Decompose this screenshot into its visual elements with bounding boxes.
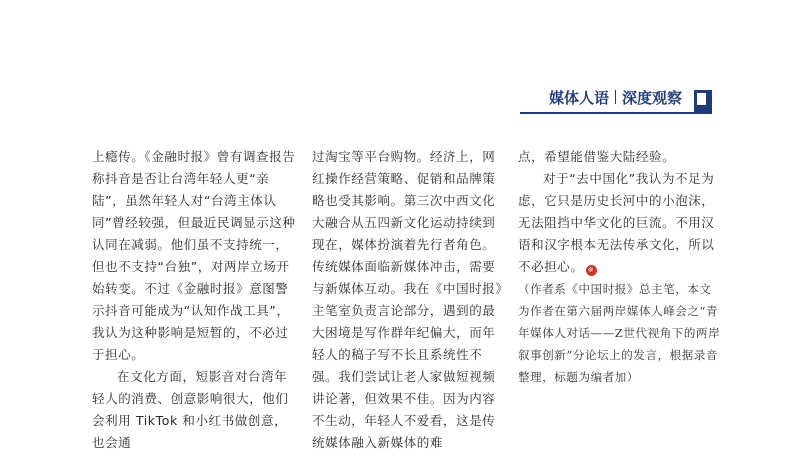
header-rule bbox=[520, 112, 712, 114]
header-square-icon bbox=[694, 90, 712, 112]
section-header bbox=[0, 86, 800, 116]
subsection-name: 深度观察 bbox=[621, 89, 682, 107]
section-name: 媒体人语 bbox=[548, 89, 609, 107]
paragraph: 过淘宝等平台购物。经济上，网红操作经营策略、促销和品牌策略也受其影响。第三次中西文化大融合从五四新文化运动持续到现在，媒体扮演着先行者角色。传统媒体面临新媒体冲击，需要与新媒体互动。我在《中国时报》主笔室负责言论部分，遇到的最大困境是写作群年纪偏大，而年轻人的稿子写不长且系统性不强。我们尝试让老人家做短视频讲论著，但效果不佳。因为内容不生动，年轻人不爱看，这是传统媒体融入新媒体的难 bbox=[312, 149, 503, 450]
paragraph: 上瘾传。《金融时报》曾有调查报告称抖音是否让台湾年轻人更“亲陆”，虽然年轻人对“台湾主体认同”曾经较强，但最近民调显示这种认同在减弱。他们虽不支持统一，但也不支持“台独”，对两岸立场开始转变。不过《金融时报》意图警示抖音可能成为“认知作战工具”，我认为这种影响是短暂的，不必过于担心。 bbox=[92, 149, 296, 362]
section-title bbox=[549, 87, 682, 108]
paragraph: 在文化方面，短影音对台湾年轻人的消费、创意影响很大，他们会利用 TikTok 和小红书做创意，也会通 bbox=[92, 369, 289, 450]
article-column-1 bbox=[92, 146, 298, 454]
title-separator bbox=[615, 90, 616, 104]
paragraph: 点，希望能借鉴大陆经验。 bbox=[518, 149, 676, 164]
paragraph-text: 对于“去中国化”我认为不足为虑，它只是历史长河中的小泡沫，无法阻挡中华文化的巨流。不用汉语和汉字根本无法传承文化，所以不必担心。 bbox=[518, 171, 715, 274]
article-column-3 bbox=[518, 146, 723, 388]
author-note: （作者系《中国时报》总主笔，本文为作者在第六届两岸媒体人峰会之“青年媒体人对话——Z世代视角下的两岸叙事创新”分论坛上的发言，根据录音整理，标题为编者加） bbox=[518, 282, 721, 384]
article-column-2 bbox=[312, 146, 504, 454]
paragraph bbox=[518, 168, 723, 278]
end-mark-icon: ※ bbox=[586, 265, 597, 276]
